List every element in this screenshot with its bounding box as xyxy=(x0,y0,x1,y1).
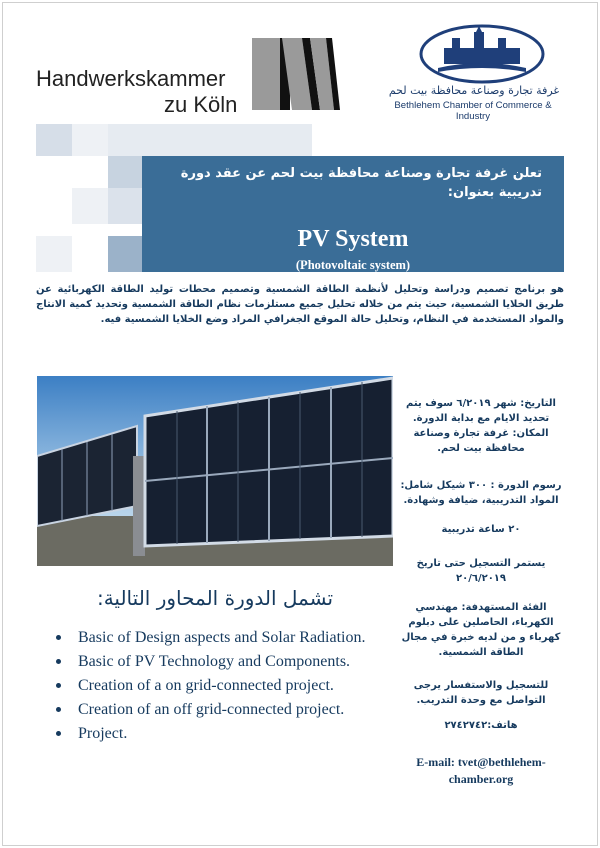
chamber-name-ar: غرفة تجارة وصناعة محافظة بيت لحم xyxy=(388,84,560,97)
course-topics-list xyxy=(56,628,396,748)
hwk-line2: zu Köln xyxy=(164,92,238,117)
date-info: التاريخ: شهر ٦/٢٠١٩ سوف يتم تحديد الايام مع بداية الدورة. xyxy=(406,398,556,424)
course-title: PV System xyxy=(297,226,409,252)
announcement-intro: تعلن غرفة تجارة وصناعة محافظة بيت لحم عن عقد دورة تدريبية بعنوان: xyxy=(180,166,542,200)
bethlehem-chamber-logo-icon xyxy=(418,24,546,84)
registration-deadline: يستمر التسجيل حتى تاريخ ٢٠/٦/٢٠١٩ xyxy=(416,558,546,584)
list-item: Project. xyxy=(56,724,396,743)
hwk-name xyxy=(36,66,237,118)
location-info: المكان: غرفة تجارة وصناعة محافظة بيت لحم. xyxy=(413,428,549,454)
target-group: الفئة المستهدفة: مهندسي الكهرباء، الحاصلين على دبلوم كهرباء و من لديه خبرة في مجال الطاقة الشمسية. xyxy=(401,602,561,658)
hours-info: ٢٠ ساعة تدريبية xyxy=(441,524,521,535)
list-item: Basic of PV Technology and Components. xyxy=(56,652,396,671)
course-subtitle: (Photovoltaic system) xyxy=(295,258,411,272)
list-item: Basic of Design aspects and Solar Radiation. xyxy=(56,628,396,647)
course-banner xyxy=(142,156,564,272)
chamber-name-en: Bethlehem Chamber of Commerce & Industry xyxy=(394,100,552,122)
hwk-line1: Handwerkskammer xyxy=(36,66,226,91)
course-description: هو برنامج تصميم ودراسة وتحليل لأنظمة الطاقة الشمسية وتصميم محطات توليد الطاقة الكهربائية عن طريق الخلايا الشمسية، حيث يتم من خلاله تحليل جميع مستلزمات نظام الطاقة الشمسية وتحديد كمية الانتاج والمواد المستخدمة في النظام، وتحليل حالة الموقع الجغرافي المراد وضع الخلايا الشمسية فيه. xyxy=(36,284,564,325)
contact-info: للتسجيل والاستفسار يرجى التواصل مع وحدة التدريب. xyxy=(413,680,549,706)
fees-info: رسوم الدورة : ٣٠٠ شيكل شامل: المواد التدريبية، ضيافة وشهادة. xyxy=(400,480,562,506)
list-item: Creation of an off grid-connected project. xyxy=(56,700,396,719)
course-axes-title: تشمل الدورة المحاور التالية: xyxy=(96,586,334,610)
email-line1: E-mail: tvet@bethlehem- xyxy=(416,755,546,769)
email-line2: chamber.org xyxy=(448,772,514,786)
list-item: Creation of a on grid-connected project. xyxy=(56,676,396,695)
hwk-logo-icon xyxy=(252,38,348,110)
phone-number: هاتف:٢٧٤٢٧٤٢ xyxy=(444,720,518,731)
solar-panels-photo xyxy=(37,376,393,566)
contact-email[interactable] xyxy=(398,754,564,788)
